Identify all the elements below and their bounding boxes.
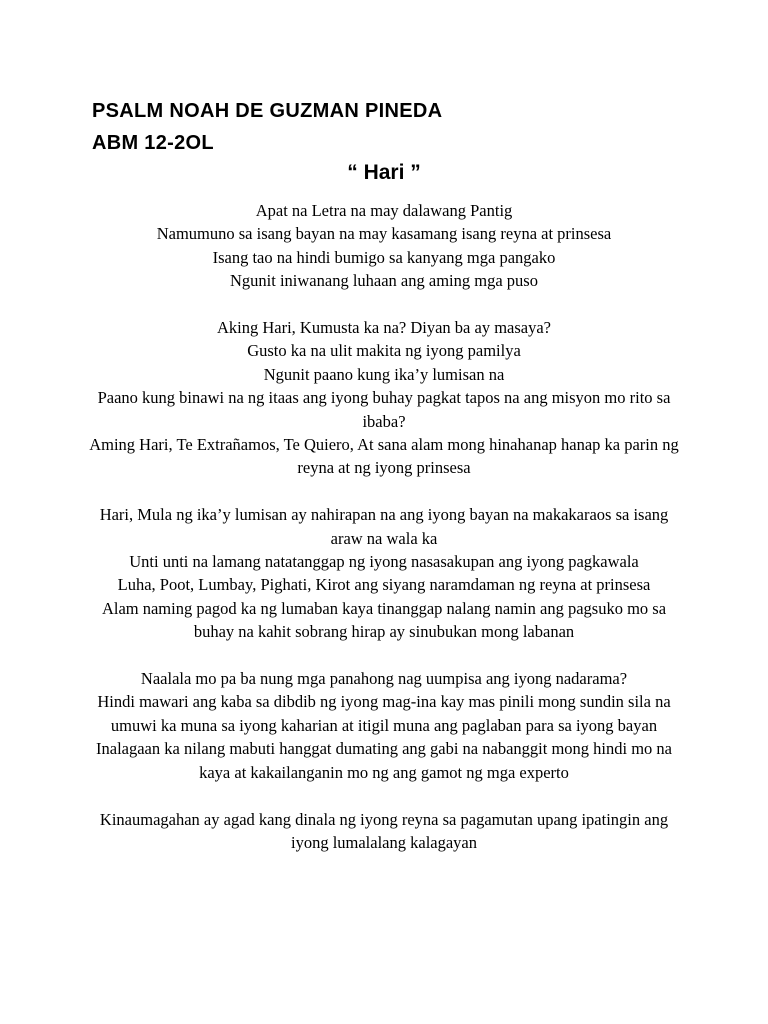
poem-line: Naalala mo pa ba nung mga panahong nag uumpisa ang iyong nadarama? <box>140 669 628 689</box>
document-header <box>92 95 442 159</box>
poem-line: Ngunit paano kung ika’y lumisan na <box>263 364 505 384</box>
author-name: PSALM NOAH DE GUZMAN PINEDA <box>92 100 443 122</box>
poem-line: Gusto ka na ulit makita ng iyong pamilya <box>247 341 521 361</box>
poem-line: Luha, Poot, Lumbay, Pighati, Kirot ang siyang naramdaman ng reyna at prinsesa <box>117 575 651 595</box>
poem-body <box>86 199 682 878</box>
poem-line: Namumuno sa isang bayan na may kasamang isang reyna at prinsesa <box>156 224 612 244</box>
class-section: ABM 12-2OL <box>92 132 214 154</box>
stanza <box>86 503 682 643</box>
poem-line: Inalagaan ka nilang mabuti hanggat dumating ang gabi na nabanggit mong hindi mo na kaya at kakailanganin mo ng ang gamot ng mga experto <box>96 739 672 782</box>
stanza <box>86 199 682 293</box>
poem-line: Hindi mawari ang kaba sa dibdib ng iyong mag-ina kay mas pinili mong sundin sila na umuwi ka muna sa iyong kaharian at itigil muna ang paglaban para sa iyong bayan <box>97 692 671 735</box>
poem-line: Ngunit iniwanang luhaan ang aming mga puso <box>230 271 538 291</box>
poem-line: Aking Hari, Kumusta ka na? Diyan ba ay masaya? <box>216 318 551 338</box>
stanza <box>86 667 682 784</box>
poem-title: “ Hari ” <box>347 161 421 184</box>
poem-line: Paano kung binawi na ng itaas ang iyong buhay pagkat tapos na ang misyon mo rito sa ibaba? <box>97 388 671 431</box>
poem-line: Kinaumagahan ay agad kang dinala ng iyong reyna sa pagamutan upang ipatingin ang iyong lumalalang kalagayan <box>99 809 669 852</box>
poem-line: Isang tao na hindi bumigo sa kanyang mga pangako <box>212 247 556 267</box>
stanza <box>86 316 682 480</box>
stanza <box>86 808 682 855</box>
poem-line: Hari, Mula ng ika’y lumisan ay nahirapan na ang iyong bayan na makakaraos sa isang araw na wala ka <box>99 505 669 548</box>
poem-line: Apat na Letra na may dalawang Pantig <box>255 201 513 220</box>
poem-line: Alam naming pagod ka ng lumaban kaya tinanggap nalang namin ang pagsuko mo sa buhay na kahit sobrang hirap ay sinubukan mong labanan <box>101 598 667 642</box>
poem-line: Unti unti na lamang natatanggap ng iyong nasasakupan ang iyong pagkawala <box>129 552 639 572</box>
poem-line: Aming Hari, Te Extrañamos, Te Quiero, At sana alam mong hinahanap hanap ka parin ng reyna at ng iyong prinsesa <box>89 435 679 478</box>
